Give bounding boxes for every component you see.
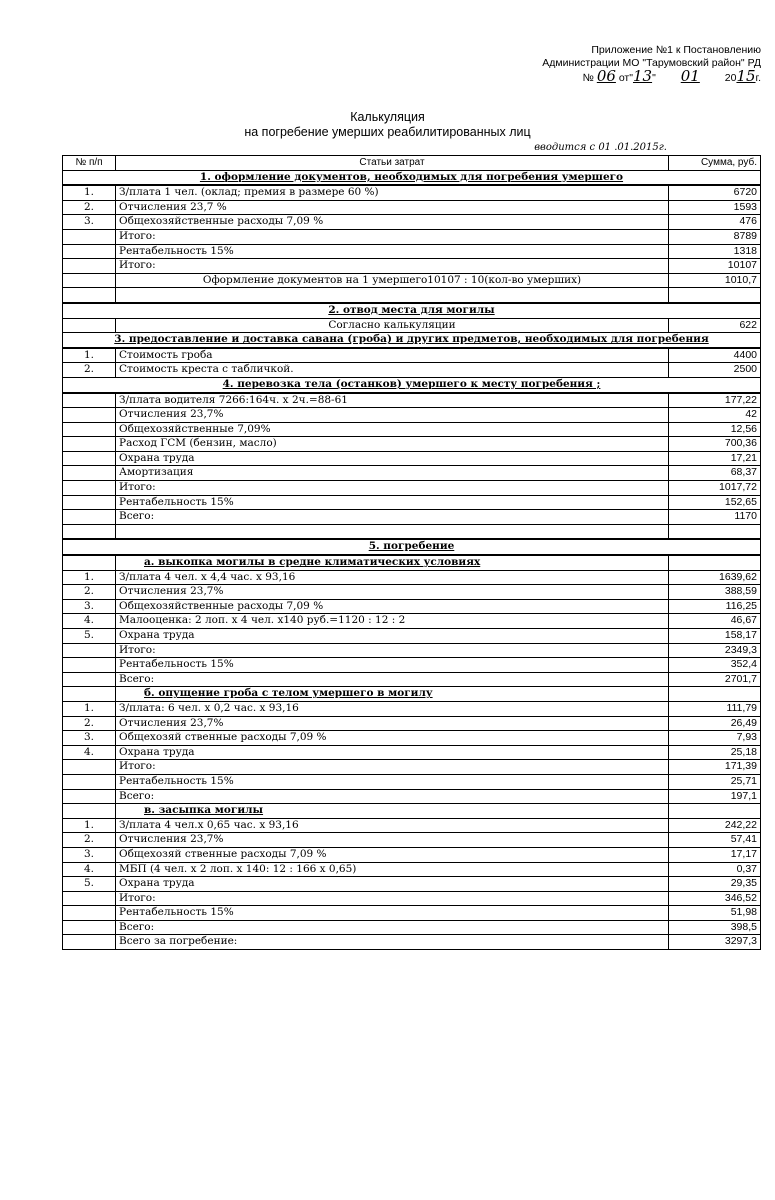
row-sum: 700,36 [669, 437, 761, 452]
header-item: Статьи затрат [116, 156, 669, 171]
table-row [63, 658, 761, 673]
row-no [63, 774, 116, 789]
row-sum: 68,37 [669, 466, 761, 481]
row-no: 3. [63, 215, 116, 230]
row-sum: 1593 [669, 200, 761, 215]
table-row [63, 481, 761, 496]
row-no [63, 920, 116, 935]
row-no: 4. [63, 745, 116, 760]
blank-cell [669, 288, 761, 303]
row-sum: 116,25 [669, 599, 761, 614]
row-no: 4. [63, 614, 116, 629]
row-no: 1. [63, 348, 116, 363]
table-row [63, 229, 761, 244]
row-sum: 17,17 [669, 847, 761, 862]
row-sum: 7,93 [669, 731, 761, 746]
row-item: Отчисления 23,7 % [116, 200, 669, 215]
row-no [63, 481, 116, 496]
row-no: 2. [63, 716, 116, 731]
section-title: 1. оформление документов, необходимых для погребения умершего [63, 170, 761, 185]
row-item: Рентабельность 15% [116, 906, 669, 921]
header-line-1: Приложение №1 к Постановлению [591, 44, 761, 56]
row-sum: 42 [669, 408, 761, 423]
row-sum: 388,59 [669, 585, 761, 600]
row-no [63, 393, 116, 408]
row-item: Итого: [116, 259, 669, 274]
table-row [63, 745, 761, 760]
row-no: 5. [63, 877, 116, 892]
blank-cell [63, 524, 116, 539]
row-sum: 57,41 [669, 833, 761, 848]
row-item: Охрана труда [116, 877, 669, 892]
row-sum: 6720 [669, 185, 761, 200]
row-no [63, 510, 116, 525]
decree-year: 15 [736, 67, 756, 85]
number-sign: № [582, 72, 594, 84]
row-no [63, 318, 116, 333]
section-3-title-row [63, 333, 761, 348]
table-row [63, 891, 761, 906]
row-no [63, 422, 116, 437]
blank-cell [63, 288, 116, 303]
blank-row [63, 288, 761, 303]
row-no [63, 672, 116, 687]
row-sum: 177,22 [669, 393, 761, 408]
table-row [63, 318, 761, 333]
table-row [63, 760, 761, 775]
row-no: 4. [63, 862, 116, 877]
table-row [63, 629, 761, 644]
row-item: З/плата водителя 7266:164ч. х 2ч.=88-61 [116, 393, 669, 408]
row-item: Охрана труда [116, 451, 669, 466]
row-sum: 398,5 [669, 920, 761, 935]
row-sum: 29,35 [669, 877, 761, 892]
row-no [63, 891, 116, 906]
row-item: Рентабельность 15% [116, 495, 669, 510]
row-sum: 152,65 [669, 495, 761, 510]
row-item: Итого: [116, 481, 669, 496]
row-item: Отчисления 23,7% [116, 833, 669, 848]
document-title: Калькуляция [350, 110, 425, 124]
subsection-a-title-row [63, 555, 761, 570]
row-no: 3. [63, 731, 116, 746]
section-title: 5. погребение [63, 539, 761, 555]
table-row [63, 877, 761, 892]
table-row [63, 200, 761, 215]
blank-cell [116, 524, 669, 539]
row-item: З/плата 4 чел.х 0,65 час. х 93,16 [116, 818, 669, 833]
table-row [63, 818, 761, 833]
row-sum: 158,17 [669, 629, 761, 644]
subsection-title: б. опущение гроба с телом умершего в могилу [116, 687, 669, 702]
table-row [63, 348, 761, 363]
year-prefix: 20 [724, 72, 737, 84]
row-sum: 46,67 [669, 614, 761, 629]
row-item: Общехозяйственные 7,09% [116, 422, 669, 437]
document-header [542, 44, 761, 85]
row-no [63, 643, 116, 658]
table-row [63, 259, 761, 274]
row-no: 2. [63, 200, 116, 215]
header-sum: Сумма, руб. [669, 156, 761, 171]
row-sum: 111,79 [669, 701, 761, 716]
row-item: Итого: [116, 760, 669, 775]
row-item: Общехозяйственные расходы 7,09 % [116, 599, 669, 614]
decree-number: 06 [596, 67, 616, 85]
subsection-title: а. выкопка могилы в средне климатических условиях [116, 555, 669, 570]
row-no [63, 495, 116, 510]
table-header-row [63, 156, 761, 171]
row-no [63, 408, 116, 423]
table-row [63, 774, 761, 789]
row-sum: 25,71 [669, 774, 761, 789]
section-title: 3. предоставление и доставка савана (гроба) и других предметов, необходимых для погребения [63, 333, 761, 348]
header-no: № п/п [63, 156, 116, 171]
row-no [63, 451, 116, 466]
blank-cell [669, 524, 761, 539]
header-line-2: Администрации МО "Тарумовский район" РД [542, 57, 761, 69]
row-sum: 622 [669, 318, 761, 333]
row-item: З/плата: 6 чел. х 0,2 час. х 93,16 [116, 701, 669, 716]
table-row [63, 510, 761, 525]
row-no [63, 437, 116, 452]
section-5-title-row [63, 539, 761, 555]
row-item: Рентабельность 15% [116, 774, 669, 789]
header-decree-ref [542, 67, 761, 85]
row-no: 1. [63, 818, 116, 833]
table-row [63, 451, 761, 466]
from-label: от" [618, 72, 633, 84]
row-item: Амортизация [116, 466, 669, 481]
table-row [63, 643, 761, 658]
row-sum [669, 804, 761, 819]
row-sum: 17,21 [669, 451, 761, 466]
table-row [63, 672, 761, 687]
row-sum: 2349,3 [669, 643, 761, 658]
row-item: Оформление документов на 1 умершего10107 : 10(кол-во умерших) [116, 273, 669, 288]
section-title: 2. отвод места для могилы [63, 303, 761, 318]
table-row [63, 408, 761, 423]
row-sum: 197,1 [669, 789, 761, 804]
row-item: Всего: [116, 672, 669, 687]
table-row [63, 614, 761, 629]
row-no [63, 273, 116, 288]
row-no: 5. [63, 629, 116, 644]
grand-total-row [63, 935, 761, 950]
row-no: 2. [63, 585, 116, 600]
cost-calculation-table [62, 155, 761, 950]
row-sum: 2701,7 [669, 672, 761, 687]
row-item: Охрана труда [116, 629, 669, 644]
row-item: Итого: [116, 229, 669, 244]
row-sum: 10107 [669, 259, 761, 274]
row-sum: 4400 [669, 348, 761, 363]
row-item: Всего: [116, 789, 669, 804]
row-no: 2. [63, 833, 116, 848]
row-sum: 26,49 [669, 716, 761, 731]
row-no: 3. [63, 847, 116, 862]
table-row [63, 599, 761, 614]
row-sum: 1170 [669, 510, 761, 525]
table-row [63, 185, 761, 200]
row-item: Стоимость креста с табличкой. [116, 363, 669, 378]
table-row [63, 495, 761, 510]
table-row [63, 862, 761, 877]
section-4-title-row [63, 377, 761, 392]
row-sum: 1010,7 [669, 273, 761, 288]
row-sum: 1639,62 [669, 570, 761, 585]
decree-month: 01 [680, 67, 700, 85]
section-2-title-row [63, 303, 761, 318]
row-no [63, 760, 116, 775]
subsection-c-title-row [63, 804, 761, 819]
per-person-row [63, 273, 761, 288]
blank-cell [116, 288, 669, 303]
row-no [63, 906, 116, 921]
row-item: Отчисления 23,7% [116, 716, 669, 731]
row-sum: 352,4 [669, 658, 761, 673]
table-row [63, 833, 761, 848]
year-end: г. [755, 72, 761, 84]
row-no: 1. [63, 185, 116, 200]
row-sum: 2500 [669, 363, 761, 378]
row-sum: 12,56 [669, 422, 761, 437]
quote-mark: " [652, 72, 656, 84]
row-no [63, 935, 116, 950]
row-item: Отчисления 23,7% [116, 585, 669, 600]
row-no: 2. [63, 363, 116, 378]
section-1-title-row [63, 170, 761, 185]
row-sum: 346,52 [669, 891, 761, 906]
row-item: Итого: [116, 891, 669, 906]
table-row [63, 731, 761, 746]
row-sum: 25,18 [669, 745, 761, 760]
table-row [63, 570, 761, 585]
table-row [63, 393, 761, 408]
row-sum: 1017,72 [669, 481, 761, 496]
row-no [63, 789, 116, 804]
table-row [63, 215, 761, 230]
row-sum [669, 687, 761, 702]
table-row [63, 466, 761, 481]
row-item: Согласно калькуляции [116, 318, 669, 333]
row-item: Общехозяй ственные расходы 7,09 % [116, 847, 669, 862]
row-item: Общехозяй ственные расходы 7,09 % [116, 731, 669, 746]
row-item: Всего: [116, 510, 669, 525]
table-row [63, 920, 761, 935]
row-no [63, 229, 116, 244]
row-no: 1. [63, 570, 116, 585]
table-row [63, 437, 761, 452]
subsection-title: в. засыпка могилы [116, 804, 669, 819]
blank-row [63, 524, 761, 539]
row-item: Рентабельность 15% [116, 658, 669, 673]
row-sum: 242,22 [669, 818, 761, 833]
table-row [63, 701, 761, 716]
row-no: 1. [63, 701, 116, 716]
row-item: Отчисления 23,7% [116, 408, 669, 423]
row-no [63, 259, 116, 274]
table-row [63, 789, 761, 804]
row-sum: 51,98 [669, 906, 761, 921]
row-item: Итого: [116, 643, 669, 658]
row-sum: 476 [669, 215, 761, 230]
row-item: Всего: [116, 920, 669, 935]
table-row [63, 906, 761, 921]
subsection-b-title-row [63, 687, 761, 702]
row-no [63, 804, 116, 819]
row-item: Малооценка: 2 лоп. х 4 чел. х140 руб.=1120 : 12 : 2 [116, 614, 669, 629]
row-sum: 8789 [669, 229, 761, 244]
row-no [63, 555, 116, 570]
table-row [63, 363, 761, 378]
row-no [63, 466, 116, 481]
row-item: МБП (4 чел. х 2 лоп. х 140: 12 : 166 х 0,65) [116, 862, 669, 877]
row-no [63, 687, 116, 702]
row-item: Всего за погребение: [116, 935, 669, 950]
row-item: Рентабельность 15% [116, 244, 669, 259]
section-title: 4. перевозка тела (останков) умершего к месту погребения ; [63, 377, 761, 392]
row-no: 3. [63, 599, 116, 614]
decree-day: 13 [632, 67, 653, 85]
row-sum: 1318 [669, 244, 761, 259]
row-no [63, 244, 116, 259]
row-item: З/плата 4 чел. х 4,4 час. х 93,16 [116, 570, 669, 585]
document-subtitle: на погребение умерших реабилитированных лиц [244, 125, 531, 139]
table-row [63, 716, 761, 731]
table-row [63, 847, 761, 862]
table-row [63, 244, 761, 259]
row-sum [669, 555, 761, 570]
table-row [63, 422, 761, 437]
row-sum: 171,39 [669, 760, 761, 775]
row-item: Охрана труда [116, 745, 669, 760]
table-row [63, 585, 761, 600]
row-item: З/плата 1 чел. (оклад; премия в размере 60 %) [116, 185, 669, 200]
row-sum: 0,37 [669, 862, 761, 877]
row-no [63, 658, 116, 673]
row-item: Общехозяйственные расходы 7,09 % [116, 215, 669, 230]
row-sum: 3297,3 [669, 935, 761, 950]
row-item: Расход ГСМ (бензин, масло) [116, 437, 669, 452]
row-item: Стоимость гроба [116, 348, 669, 363]
effective-date-note: вводится с 01 .01.2015г. [534, 142, 667, 153]
